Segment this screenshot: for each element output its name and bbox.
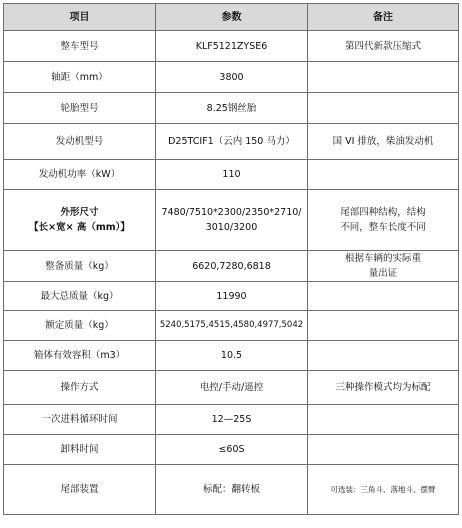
row-note — [308, 62, 459, 93]
table-row — [4, 341, 459, 371]
row-param: 8.25钢丝胎 — [156, 93, 308, 124]
row-note: 第四代新款压缩式 — [308, 31, 459, 62]
row-item: 发动机型号 — [4, 124, 156, 160]
row-item: 箱体有效容积（m3） — [4, 341, 156, 371]
row-note: 根据车辆的实际重 量出证 — [308, 251, 459, 282]
table-header-row — [4, 4, 459, 31]
row-note: 尾部四种结构，结构 不同，整车长度不同 — [308, 190, 459, 251]
row-item: 轮胎型号 — [4, 93, 156, 124]
row-item: 操作方式 — [4, 371, 156, 405]
row-param: 3800 — [156, 62, 308, 93]
row-item: 发动机功率（kW） — [4, 160, 156, 190]
table-row — [4, 251, 459, 282]
row-param: 10.5 — [156, 341, 308, 371]
row-note: 可选装：三角斗、落地斗、摆臂 — [308, 465, 459, 515]
spec-table-container — [3, 3, 458, 515]
row-note: 国 VI 排放，柴油发动机 — [308, 124, 459, 160]
row-note — [308, 282, 459, 311]
table-row — [4, 405, 459, 435]
row-item: 额定质量（kg） — [4, 311, 156, 341]
table-row — [4, 371, 459, 405]
row-param: 5240,5175,4515,4580,4977,5042 — [156, 311, 308, 341]
row-item: 尾部装置 — [4, 465, 156, 515]
row-param: 11990 — [156, 282, 308, 311]
row-note — [308, 160, 459, 190]
table-row — [4, 282, 459, 311]
row-param: 7480/7510*2300/2350*2710/ 3010/3200 — [156, 190, 308, 251]
row-item: 外形尺寸 【长×宽× 高（mm）】 — [4, 190, 156, 251]
header-param: 参数 — [156, 4, 308, 31]
row-param: KLF5121ZYSE6 — [156, 31, 308, 62]
row-note: 三种操作模式均为标配 — [308, 371, 459, 405]
row-param: ≤60S — [156, 435, 308, 465]
table-row — [4, 435, 459, 465]
table-row — [4, 124, 459, 160]
header-item: 项目 — [4, 4, 156, 31]
table-row — [4, 31, 459, 62]
table-row — [4, 190, 459, 251]
row-item: 最大总质量（kg） — [4, 282, 156, 311]
row-param: 6620,7280,6818 — [156, 251, 308, 282]
row-note — [308, 435, 459, 465]
table-row — [4, 311, 459, 341]
row-item: 整车型号 — [4, 31, 156, 62]
spec-table — [3, 3, 459, 515]
row-param: D25TCIF1（云内 150 马力） — [156, 124, 308, 160]
row-item: 轴距（mm） — [4, 62, 156, 93]
row-note — [308, 341, 459, 371]
row-item: 一次进料循环时间 — [4, 405, 156, 435]
table-row — [4, 160, 459, 190]
table-row — [4, 93, 459, 124]
row-note — [308, 405, 459, 435]
row-param: 12—25S — [156, 405, 308, 435]
row-param: 标配：翻转板 — [156, 465, 308, 515]
row-note — [308, 311, 459, 341]
row-note — [308, 93, 459, 124]
row-item: 卸料时间 — [4, 435, 156, 465]
table-row — [4, 465, 459, 515]
row-param: 电控/手动/遥控 — [156, 371, 308, 405]
row-param: 110 — [156, 160, 308, 190]
table-row — [4, 62, 459, 93]
header-note: 备注 — [308, 4, 459, 31]
row-item: 整备质量（kg） — [4, 251, 156, 282]
